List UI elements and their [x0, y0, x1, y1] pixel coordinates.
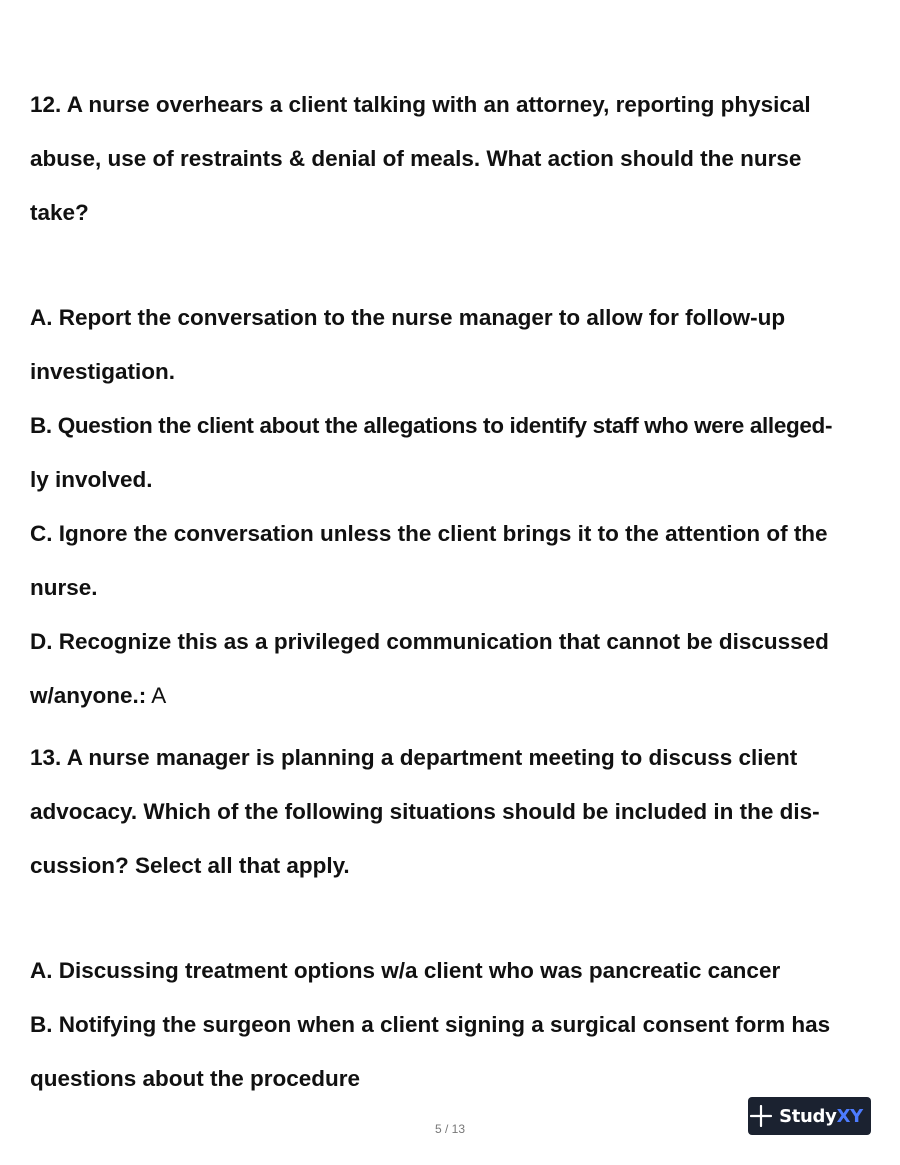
question-13-option-a-line-1: A. Discussing treatment options w/a client who was pancreatic cancer	[30, 958, 781, 983]
question-12-option-d-tail: w/anyone.:	[30, 683, 147, 708]
spacer	[30, 240, 880, 291]
question-12-stem-line-1: 12. A nurse overhears a client talking with an attorney, reporting physical	[30, 92, 811, 117]
plus-icon	[750, 1105, 772, 1127]
question-13-option-b-line-1: B. Notifying the surgeon when a client signing a surgical consent form has	[30, 1012, 831, 1037]
question-13-option-b-line-2: questions about the procedure	[30, 1066, 361, 1091]
question-12-option-d-line-2	[30, 669, 880, 723]
question-12-option-d-line-1: D. Recognize this as a privileged communication that cannot be discussed	[30, 629, 829, 654]
question-12-option-b-line-1: B. Question the client about the allegations to identify staff who were alleged-	[30, 413, 833, 438]
question-12-option-b-line-2: ly involved.	[30, 467, 153, 492]
spacer	[30, 723, 880, 731]
page-number: 5 / 13	[434, 1122, 466, 1136]
question-12-option-a-line-1: A. Report the conversation to the nurse manager to allow for follow-up	[30, 305, 786, 330]
spacer	[30, 893, 880, 944]
question-12-option-a-line-2: investigation.	[30, 359, 176, 384]
question-13-stem-line-1: 13. A nurse manager is planning a department meeting to discuss client	[30, 745, 798, 770]
document-body	[30, 78, 880, 1106]
question-12-option-c-line-1: C. Ignore the conversation unless the client brings it to the attention of the	[30, 521, 828, 546]
question-13-stem-line-2: advocacy. Which of the following situations should be included in the dis-	[30, 799, 820, 824]
brand-name-part2: XY	[836, 1105, 863, 1127]
question-12-stem-line-2: abuse, use of restraints & denial of meals. What action should the nurse	[30, 146, 802, 171]
brand-name	[779, 1106, 863, 1127]
question-12-answer: A	[146, 683, 167, 708]
question-13-stem-line-3: cussion? Select all that apply.	[30, 853, 350, 878]
question-12-option-c-line-2: nurse.	[30, 575, 98, 600]
brand-name-part1: Study	[779, 1105, 837, 1127]
question-12-stem-line-3: take?	[30, 200, 89, 225]
studyxy-logo-button[interactable]	[748, 1097, 871, 1135]
